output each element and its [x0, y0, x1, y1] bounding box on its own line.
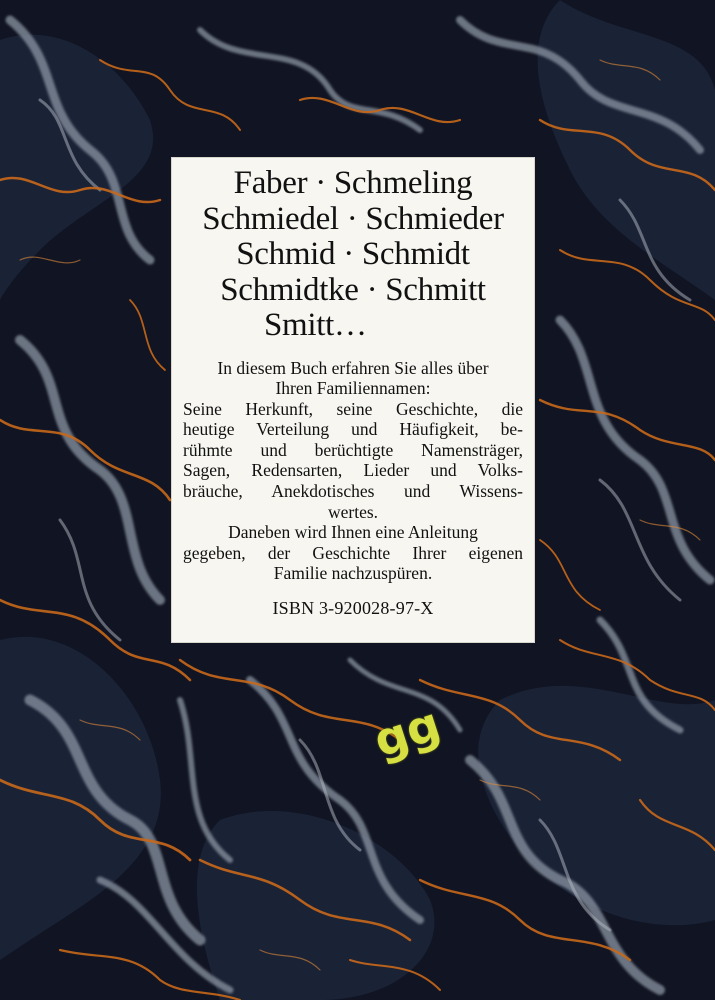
description-line: Daneben wird Ihnen eine Anleitung	[228, 522, 478, 543]
family-names-line: Schmidtke · Schmitt	[220, 271, 486, 308]
description-line: Familie nachzuspüren.	[273, 563, 433, 584]
description-line: In diesem Buch erfahren Sie alles über	[217, 357, 489, 378]
description-line: gegeben, der Geschichte Ihrer eigenen	[183, 542, 523, 563]
family-names-line: Faber · Schmeling	[233, 165, 473, 201]
description-line: bräuche, Anekdotisches und Wissens-	[183, 481, 523, 502]
description-line: Ihren Familiennamen:	[275, 378, 431, 399]
description-line: wertes.	[327, 501, 379, 522]
family-names-line: Schmid · Schmidt	[236, 236, 470, 272]
description-line: heutige Verteilung und Häufigkeit, be-	[183, 419, 523, 440]
description-line: Seine Herkunft, seine Geschichte, die	[183, 398, 523, 419]
description-line: rühmte und berüchtigte Namensträger,	[183, 439, 523, 460]
cover-text-label	[172, 158, 534, 642]
price-sticker: gg	[367, 696, 447, 768]
family-names-heading	[182, 166, 524, 344]
isbn-number: ISBN 3-920028-97-X	[272, 598, 434, 619]
book-description	[182, 358, 524, 585]
description-line: Sagen, Redensarten, Lieder und Volks-	[183, 460, 523, 481]
family-names-line: Smitt…	[264, 307, 367, 343]
family-names-line: Schmiedel · Schmieder	[202, 200, 504, 237]
